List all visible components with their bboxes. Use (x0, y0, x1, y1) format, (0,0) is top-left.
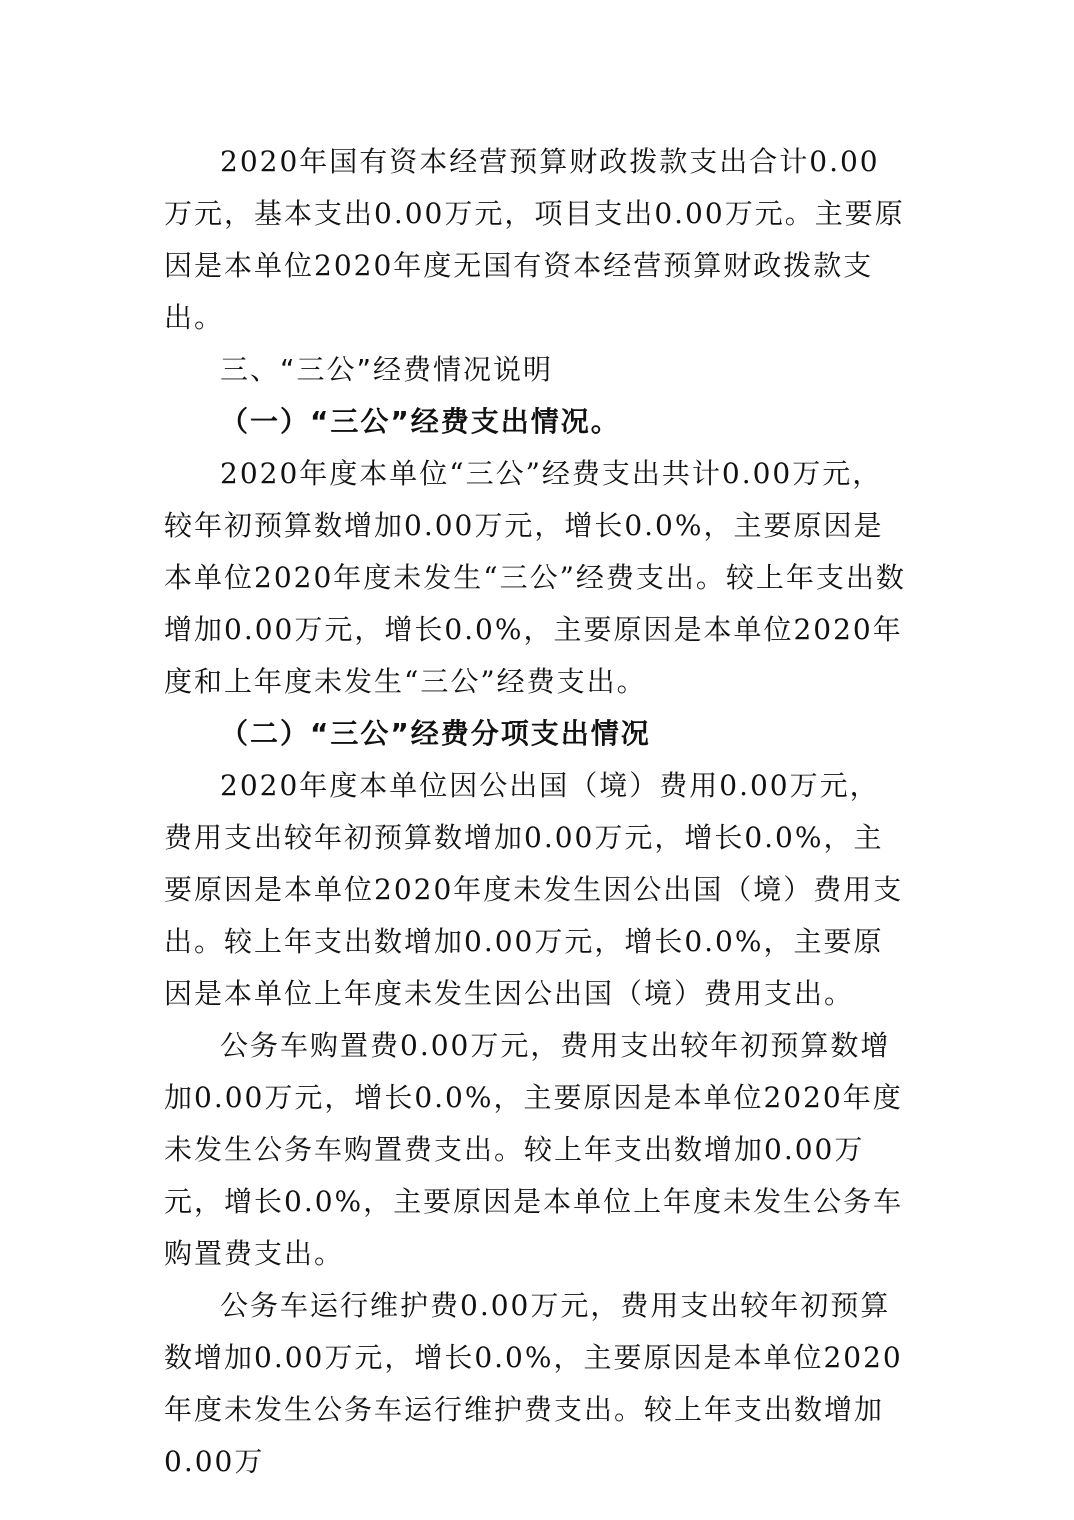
paragraph-vehicle-maintenance: 公务车运行维护费0.00万元，费用支出较年初预算数增加0.00万元，增长0.0%，主要原因是本单位2020年度未发生公务车运行维护费支出。较上年支出数增加0.00万 (164, 1289, 903, 1478)
section-heading-three-public: 三、“三公”经费情况说明 (220, 353, 554, 386)
document-page (164, 136, 906, 1488)
paragraph-three-public-total: 2020年度本单位“三公”经费支出共计0.00万元，较年初预算数增加0.00万元，增长0.0%，主要原因是本单位2020年度未发生“三公”经费支出。较上年支出数增加0.00万元，增长0.0%，主要原因是本单位2020年度和上年度未发生“三公”经费支出。 (164, 457, 906, 698)
subheading-three-public-expenditure: （一）“三公”经费支出情况。 (220, 405, 621, 438)
paragraph-vehicle-purchase: 公务车购置费0.00万元，费用支出较年初预算数增加0.00万元，增长0.0%，主要原因是本单位2020年度未发生公务车购置费支出。较上年支出数增加0.00万元，增长0.0%，主要原因是本单位上年度未发生公务车购置费支出。 (164, 1029, 904, 1270)
paragraph-overseas-travel: 2020年度本单位因公出国（境）费用0.00万元，费用支出较年初预算数增加0.00万元，增长0.0%，主要原因是本单位2020年度未发生因公出国（境）费用支出。较上年支出数增加0.00万元，增长0.0%，主要原因是本单位上年度未发生因公出国（境）费用支出。 (164, 769, 904, 1010)
subheading-three-public-breakdown: （二）“三公”经费分项支出情况 (220, 717, 651, 750)
paragraph-state-capital-budget: 2020年国有资本经营预算财政拨款支出合计0.00万元，基本支出0.00万元，项目支出0.00万元。主要原因是本单位2020年度无国有资本经营预算财政拨款支出。 (164, 145, 905, 334)
